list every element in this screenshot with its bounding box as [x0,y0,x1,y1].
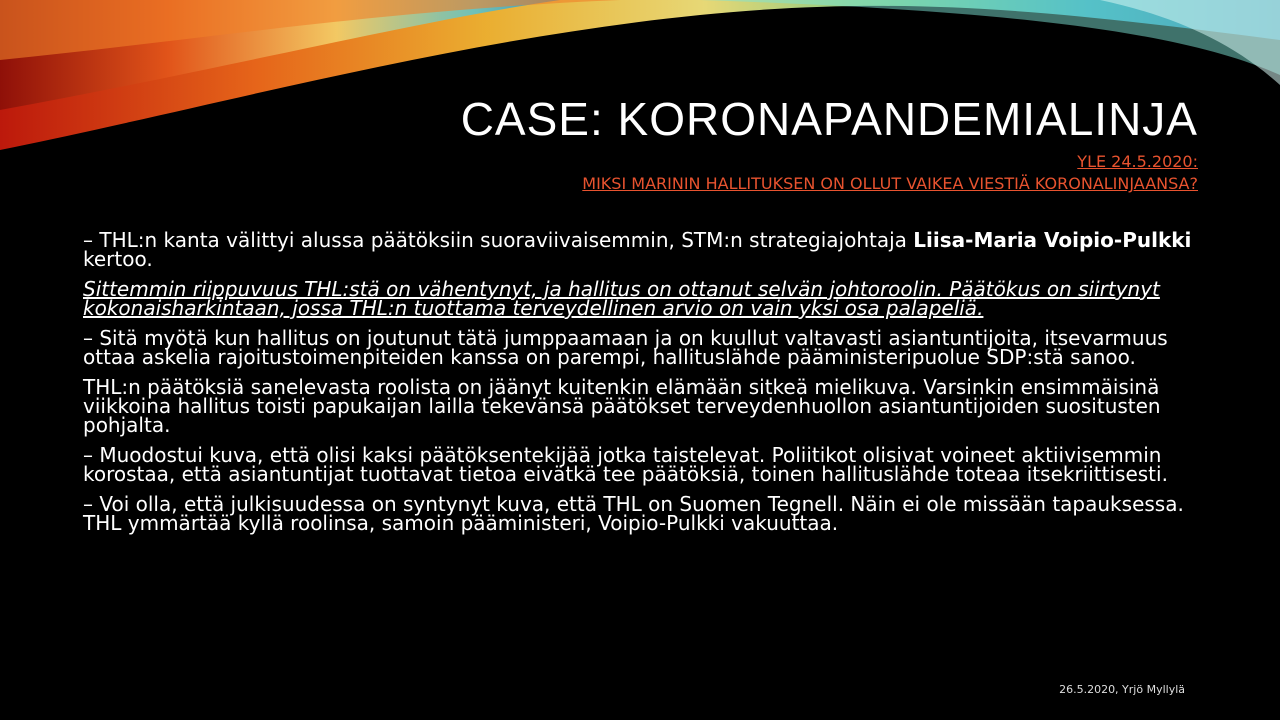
paragraph-2-quote: Sittemmin riippuvuus THL:stä on vähentynyt, ja hallitus on ottanut selvän johtoroolin. Päätökus on siirtynyt kokonaisharkintaan, jossa THL:n tuottama terveydellinen arvio on vain yksi osa palapeliä. [83,277,1160,320]
source-links [582,151,1198,195]
source-link-headline[interactable]: MIKSI MARININ HALLITUKSEN ON OLLUT VAIKEA VIESTIÄ KORONALINJAANSA? [582,174,1198,193]
paragraph-1 [83,228,1193,271]
paragraph-3: – Sitä myötä kun hallitus on joutunut tätä jumppaamaan ja on kuullut valtavasti asiantuntijoita, itsevarmuus ottaa askelia rajoitustoimenpiteiden kanssa on parempi, hallituslähde pääministeripuolue SDP:stä sanoo. [83,326,1168,369]
paragraph-6: – Voi olla, että julkisuudessa on syntynyt kuva, että THL on Suomen Tegnell. Näin ei ole missään tapauksessa. THL ymmärtää kyllä roolinsa, samoin pääministeri, Voipio-Pulkki vakuuttaa. [83,492,1184,535]
paragraph-1-end: kertoo. [83,247,153,271]
paragraph-5: – Muodostui kuva, että olisi kaksi päätöksentekijää jotka taistelevat. Poliitikot olisivat voineet aktiivisemmin korostaa, että asiantuntijat tuottavat tietoa eivätkä tee päätöksiä, toinen hallituslähde toteaa itsekriittisesti. [83,443,1168,486]
paragraph-1-text: – THL:n kanta välittyi alussa päätöksiin suoraviivaisemmin, STM:n strategiajohtaja [83,228,914,252]
person-name: Liisa-Maria Voipio-Pulkki [913,228,1192,252]
slide-footer: 26.5.2020, Yrjö Myllylä [1059,683,1185,696]
body-text [83,228,1193,544]
paragraph-4: THL:n päätöksiä sanelevasta roolista on jäänyt kuitenkin elämään sitkeä mielikuva. Varsinkin ensimmäisinä viikkoina hallitus toisti papukaijan lailla tekevänsä päätökset terveydenhuollon asiantuntijoiden suositusten pohjalta. [83,375,1161,437]
slide-title: CASE: KORONAPANDEMIALINJA [460,93,1198,145]
source-link-date[interactable]: YLE 24.5.2020: [1077,152,1198,171]
